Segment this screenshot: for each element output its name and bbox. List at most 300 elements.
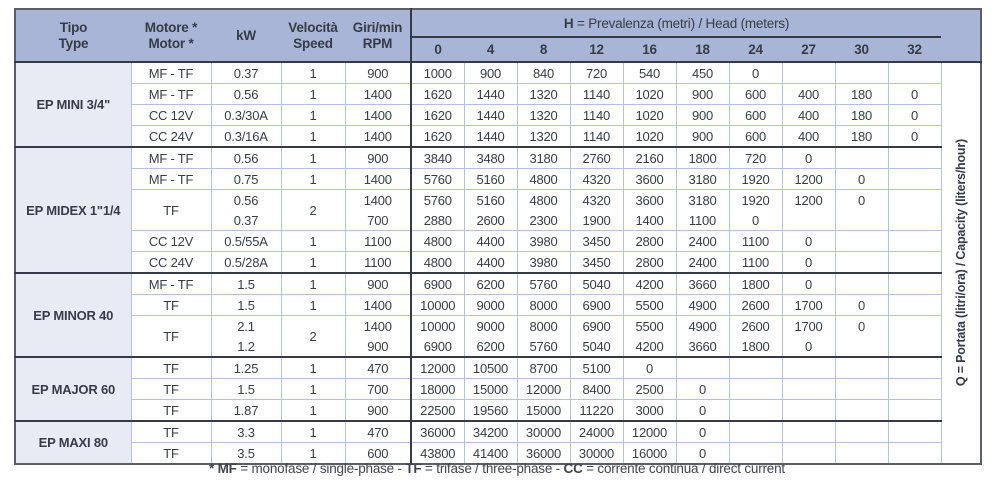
cell-rpm: 1100 xyxy=(345,231,411,252)
cell-capacity-h8: 5760 xyxy=(517,273,570,295)
cell-capacity-h4: 2600 xyxy=(464,210,517,231)
cell-capacity-h32: 0 xyxy=(888,105,941,126)
cell-capacity-h32 xyxy=(888,231,941,252)
capacity-axis-label: Q = Portata (litri/ora) / Capacity (liters/hour) xyxy=(953,139,968,387)
cell-capacity-h30: 0 xyxy=(835,190,888,211)
cell-capacity-h24: 1920 xyxy=(729,190,782,211)
cell-capacity-h32 xyxy=(888,169,941,190)
cell-capacity-h24: 1800 xyxy=(729,336,782,357)
cell-capacity-h4: 19560 xyxy=(464,400,517,422)
cell-capacity-h18: 2400 xyxy=(676,231,729,252)
pump-capacity-table xyxy=(14,8,982,465)
cell-rpm: 1400 xyxy=(345,105,411,126)
cell-capacity-h18: 4900 xyxy=(676,316,729,337)
cell-capacity-h16: 540 xyxy=(623,62,676,84)
cell-capacity-h24: 600 xyxy=(729,126,782,148)
cell-capacity-h12: 4320 xyxy=(570,169,623,190)
cell-capacity-h18: 1100 xyxy=(676,210,729,231)
cell-motor: TF xyxy=(131,421,211,443)
cell-capacity-h16: 4200 xyxy=(623,336,676,357)
cell-kw: 0.75 xyxy=(211,169,281,190)
cell-capacity-h30: 0 xyxy=(835,169,888,190)
cell-capacity-h12: 3450 xyxy=(570,252,623,274)
group-name-ep-midex-1-1-4: EP MIDEX 1"1/4 xyxy=(15,147,131,273)
table-row xyxy=(15,147,981,169)
head-col-32: 32 xyxy=(888,37,941,62)
cell-capacity-h27: 1200 xyxy=(782,190,835,211)
col-header-rpm-en: RPM xyxy=(362,35,393,51)
cell-capacity-h30 xyxy=(835,273,888,295)
cell-capacity-h32 xyxy=(888,379,941,400)
col-header-tipo-it: Tipo xyxy=(59,19,88,35)
col-header-kw xyxy=(211,9,281,62)
cell-motor: MF - TF xyxy=(131,147,211,169)
cell-capacity-h24 xyxy=(729,357,782,379)
cell-speed: 1 xyxy=(281,357,345,379)
cell-capacity-h30 xyxy=(835,231,888,252)
cell-speed: 2 xyxy=(281,316,345,358)
table-row xyxy=(15,379,981,400)
cell-capacity-h16: 1020 xyxy=(623,126,676,148)
cell-capacity-h0: 5760 xyxy=(411,190,464,211)
footnote-abbrev: CC xyxy=(563,461,583,476)
cell-capacity-h8: 8000 xyxy=(517,295,570,316)
cell-capacity-h27 xyxy=(782,210,835,231)
cell-motor: CC 24V xyxy=(131,252,211,274)
cell-capacity-h30: 180 xyxy=(835,105,888,126)
col-header-velocita xyxy=(281,9,345,62)
col-header-velocita-en: Speed xyxy=(293,35,333,51)
cell-capacity-h0: 10000 xyxy=(411,295,464,316)
cell-speed: 1 xyxy=(281,379,345,400)
table-row xyxy=(15,273,981,295)
cell-rpm: 1400 xyxy=(345,84,411,105)
pump-capacity-table-wrap xyxy=(14,8,982,465)
cell-capacity-h32 xyxy=(888,400,941,422)
cell-capacity-h8: 3980 xyxy=(517,252,570,274)
cell-capacity-h16: 3000 xyxy=(623,400,676,422)
table-row xyxy=(15,190,981,211)
cell-capacity-h32 xyxy=(888,357,941,379)
cell-capacity-h8: 3980 xyxy=(517,231,570,252)
cell-capacity-h18: 3180 xyxy=(676,190,729,211)
cell-capacity-h16: 16000 xyxy=(623,443,676,465)
cell-capacity-h12: 5100 xyxy=(570,357,623,379)
cell-capacity-h30: 180 xyxy=(835,126,888,148)
cell-capacity-h24: 1920 xyxy=(729,169,782,190)
cell-capacity-h4: 4400 xyxy=(464,252,517,274)
cell-capacity-h16: 1020 xyxy=(623,84,676,105)
cell-capacity-h32 xyxy=(888,210,941,231)
cell-capacity-h12: 1140 xyxy=(570,84,623,105)
cell-motor: TF xyxy=(131,316,211,358)
cell-capacity-h4: 3480 xyxy=(464,147,517,169)
cell-capacity-h12: 24000 xyxy=(570,421,623,443)
table-row xyxy=(15,316,981,337)
cell-capacity-h4: 6200 xyxy=(464,336,517,357)
cell-capacity-h4: 15000 xyxy=(464,379,517,400)
cell-motor: CC 12V xyxy=(131,105,211,126)
cell-capacity-h16: 3600 xyxy=(623,169,676,190)
cell-capacity-h16: 12000 xyxy=(623,421,676,443)
cell-capacity-h30 xyxy=(835,336,888,357)
cell-capacity-h30 xyxy=(835,62,888,84)
table-row xyxy=(15,84,981,105)
col-header-head-meters xyxy=(411,9,941,37)
head-col-27: 27 xyxy=(782,37,835,62)
cell-capacity-h18: 900 xyxy=(676,105,729,126)
cell-kw: 1.25 xyxy=(211,357,281,379)
cell-capacity-h4: 5160 xyxy=(464,169,517,190)
cell-speed: 1 xyxy=(281,252,345,274)
cell-capacity-h8: 1320 xyxy=(517,105,570,126)
cell-motor: TF xyxy=(131,379,211,400)
cell-capacity-h12: 3450 xyxy=(570,231,623,252)
cell-capacity-h32 xyxy=(888,273,941,295)
cell-capacity-h16: 1400 xyxy=(623,210,676,231)
cell-kw: 0.5/55A xyxy=(211,231,281,252)
cell-capacity-h24: 1100 xyxy=(729,252,782,274)
cell-capacity-h8: 1320 xyxy=(517,126,570,148)
cell-capacity-h16: 2500 xyxy=(623,379,676,400)
cell-capacity-h0: 2880 xyxy=(411,210,464,231)
cell-capacity-h4: 900 xyxy=(464,62,517,84)
cell-capacity-h8: 36000 xyxy=(517,443,570,465)
cell-capacity-h8: 5760 xyxy=(517,336,570,357)
head-col-8: 8 xyxy=(517,37,570,62)
group-name-ep-major-60: EP MAJOR 60 xyxy=(15,357,131,421)
cell-capacity-h27: 0 xyxy=(782,231,835,252)
cell-motor: CC 12V xyxy=(131,231,211,252)
cell-capacity-h18: 450 xyxy=(676,62,729,84)
cell-capacity-h32 xyxy=(888,421,941,443)
cell-capacity-h0: 4800 xyxy=(411,252,464,274)
table-row xyxy=(15,231,981,252)
cell-capacity-h32 xyxy=(888,147,941,169)
head-col-12: 12 xyxy=(570,37,623,62)
group-name-ep-minor-40: EP MINOR 40 xyxy=(15,273,131,357)
cell-speed: 1 xyxy=(281,443,345,465)
cell-capacity-h27 xyxy=(782,62,835,84)
cell-motor: MF - TF xyxy=(131,169,211,190)
col-header-kw-label: kW xyxy=(236,27,256,43)
cell-capacity-h24: 0 xyxy=(729,210,782,231)
cell-capacity-h24: 600 xyxy=(729,105,782,126)
cell-speed: 1 xyxy=(281,105,345,126)
cell-kw: 0.37 xyxy=(211,210,281,231)
cell-capacity-h24: 720 xyxy=(729,147,782,169)
cell-capacity-h8: 1320 xyxy=(517,84,570,105)
cell-motor: TF xyxy=(131,190,211,231)
cell-speed: 1 xyxy=(281,400,345,422)
cell-capacity-h32 xyxy=(888,316,941,337)
cell-capacity-h32 xyxy=(888,252,941,274)
cell-kw: 0.37 xyxy=(211,62,281,84)
group-name-ep-mini-3-4: EP MINI 3/4" xyxy=(15,62,131,147)
table-row xyxy=(15,295,981,316)
table-row xyxy=(15,252,981,274)
cell-capacity-h18: 2400 xyxy=(676,252,729,274)
cell-capacity-h24: 0 xyxy=(729,62,782,84)
cell-capacity-h0: 18000 xyxy=(411,379,464,400)
cell-capacity-h0: 6900 xyxy=(411,273,464,295)
cell-capacity-h8: 30000 xyxy=(517,421,570,443)
cell-kw: 3.3 xyxy=(211,421,281,443)
table-row xyxy=(15,357,981,379)
cell-capacity-h27 xyxy=(782,357,835,379)
cell-rpm: 1400 xyxy=(345,295,411,316)
head-label: = Prevalenza (metri) / Head (meters) xyxy=(573,15,790,31)
head-symbol: H xyxy=(563,15,574,31)
cell-kw: 2.1 xyxy=(211,316,281,337)
footnote-abbrev: * MF xyxy=(209,461,237,476)
table-row xyxy=(15,62,981,84)
cell-rpm: 900 xyxy=(345,400,411,422)
cell-capacity-h0: 1620 xyxy=(411,84,464,105)
cell-capacity-h0: 6900 xyxy=(411,336,464,357)
cell-capacity-h32 xyxy=(888,336,941,357)
cell-capacity-h24 xyxy=(729,421,782,443)
head-col-4: 4 xyxy=(464,37,517,62)
table-row xyxy=(15,421,981,443)
cell-speed: 1 xyxy=(281,295,345,316)
cell-capacity-h24: 2600 xyxy=(729,316,782,337)
head-col-16: 16 xyxy=(623,37,676,62)
cell-capacity-h18: 1800 xyxy=(676,147,729,169)
cell-capacity-h30: 180 xyxy=(835,84,888,105)
table-row xyxy=(15,400,981,422)
cell-capacity-h12: 6900 xyxy=(570,316,623,337)
cell-speed: 1 xyxy=(281,421,345,443)
table-row xyxy=(15,169,981,190)
cell-rpm: 470 xyxy=(345,421,411,443)
cell-capacity-h8: 8700 xyxy=(517,357,570,379)
table-header xyxy=(15,9,981,62)
cell-capacity-h30 xyxy=(835,210,888,231)
cell-capacity-h32: 0 xyxy=(888,126,941,148)
col-header-motore xyxy=(131,9,211,62)
cell-capacity-h18: 4900 xyxy=(676,295,729,316)
cell-capacity-h0: 1620 xyxy=(411,105,464,126)
cell-motor: CC 24V xyxy=(131,126,211,148)
cell-capacity-h4: 6200 xyxy=(464,273,517,295)
cell-capacity-h0: 3840 xyxy=(411,147,464,169)
cell-capacity-h12: 1900 xyxy=(570,210,623,231)
cell-capacity-h24: 2600 xyxy=(729,295,782,316)
cell-capacity-h32 xyxy=(888,190,941,211)
cell-capacity-h27: 0 xyxy=(782,273,835,295)
cell-capacity-h18: 3180 xyxy=(676,169,729,190)
cell-capacity-h27: 0 xyxy=(782,336,835,357)
cell-capacity-h8: 12000 xyxy=(517,379,570,400)
cell-capacity-h27: 400 xyxy=(782,84,835,105)
table-body xyxy=(15,62,981,464)
cell-capacity-h4: 10500 xyxy=(464,357,517,379)
cell-speed: 1 xyxy=(281,84,345,105)
cell-capacity-h27: 1700 xyxy=(782,316,835,337)
cell-capacity-h8: 4800 xyxy=(517,169,570,190)
cell-speed: 1 xyxy=(281,62,345,84)
cell-motor: TF xyxy=(131,357,211,379)
cell-capacity-h0: 22500 xyxy=(411,400,464,422)
cell-rpm: 470 xyxy=(345,357,411,379)
cell-motor: MF - TF xyxy=(131,62,211,84)
cell-capacity-h27 xyxy=(782,400,835,422)
cell-capacity-h12: 1140 xyxy=(570,105,623,126)
cell-capacity-h27: 1700 xyxy=(782,295,835,316)
cell-capacity-h4: 41400 xyxy=(464,443,517,465)
cell-capacity-h16: 2800 xyxy=(623,252,676,274)
cell-capacity-h27: 0 xyxy=(782,147,835,169)
cell-capacity-h18: 0 xyxy=(676,379,729,400)
cell-capacity-h12: 8400 xyxy=(570,379,623,400)
cell-capacity-h18: 900 xyxy=(676,84,729,105)
cell-capacity-h30 xyxy=(835,400,888,422)
cell-capacity-h16: 3600 xyxy=(623,190,676,211)
cell-capacity-h24 xyxy=(729,379,782,400)
cell-kw: 1.5 xyxy=(211,295,281,316)
cell-capacity-h0: 1000 xyxy=(411,62,464,84)
cell-capacity-h0: 12000 xyxy=(411,357,464,379)
cell-motor: TF xyxy=(131,400,211,422)
cell-capacity-h0: 4800 xyxy=(411,231,464,252)
cell-capacity-h32: 0 xyxy=(888,84,941,105)
cell-capacity-h12: 30000 xyxy=(570,443,623,465)
cell-rpm: 700 xyxy=(345,210,411,231)
cell-capacity-h12: 11220 xyxy=(570,400,623,422)
cell-capacity-h12: 2760 xyxy=(570,147,623,169)
cell-capacity-h12: 6900 xyxy=(570,295,623,316)
cell-rpm: 900 xyxy=(345,147,411,169)
head-col-18: 18 xyxy=(676,37,729,62)
cell-capacity-h32 xyxy=(888,62,941,84)
footnote: * MF = monofase / single-phase - TF = trifase / three-phase - CC = corrente continua / direct current xyxy=(209,461,785,476)
cell-capacity-h0: 1620 xyxy=(411,126,464,148)
cell-capacity-h24 xyxy=(729,400,782,422)
cell-kw: 0.56 xyxy=(211,147,281,169)
cell-capacity-h27: 0 xyxy=(782,252,835,274)
cell-kw: 3.5 xyxy=(211,443,281,465)
cell-motor: MF - TF xyxy=(131,84,211,105)
cell-capacity-h12: 720 xyxy=(570,62,623,84)
cell-capacity-h16: 4200 xyxy=(623,273,676,295)
cell-capacity-h16: 5500 xyxy=(623,295,676,316)
head-col-0: 0 xyxy=(411,37,464,62)
cell-capacity-h27: 400 xyxy=(782,126,835,148)
cell-capacity-h24: 1100 xyxy=(729,231,782,252)
col-header-motore-it: Motore * xyxy=(144,19,198,35)
cell-capacity-h4: 4400 xyxy=(464,231,517,252)
cell-motor: TF xyxy=(131,295,211,316)
table-row xyxy=(15,105,981,126)
cell-capacity-h8: 4800 xyxy=(517,190,570,211)
cell-kw: 0.56 xyxy=(211,84,281,105)
cell-rpm: 1400 xyxy=(345,126,411,148)
cell-kw: 1.5 xyxy=(211,273,281,295)
cell-capacity-h30 xyxy=(835,252,888,274)
cell-kw: 0.56 xyxy=(211,190,281,211)
cell-capacity-h4: 5160 xyxy=(464,190,517,211)
cell-speed: 1 xyxy=(281,126,345,148)
footnote-abbrev: TF xyxy=(405,461,422,476)
cell-capacity-h30 xyxy=(835,147,888,169)
cell-kw: 1.2 xyxy=(211,336,281,357)
cell-capacity-h30: 0 xyxy=(835,295,888,316)
cell-capacity-h30 xyxy=(835,357,888,379)
cell-speed: 1 xyxy=(281,147,345,169)
header-row-main xyxy=(15,9,981,37)
cell-capacity-h4: 1440 xyxy=(464,105,517,126)
head-col-30: 30 xyxy=(835,37,888,62)
cell-capacity-h27 xyxy=(782,421,835,443)
cell-rpm: 900 xyxy=(345,273,411,295)
cell-capacity-h24: 600 xyxy=(729,84,782,105)
cell-capacity-h16: 0 xyxy=(623,357,676,379)
col-header-rpm-it: Giri/min xyxy=(352,19,403,35)
group-name-ep-maxi-80: EP MAXI 80 xyxy=(15,421,131,464)
capacity-axis-cell xyxy=(941,62,981,464)
head-col-24: 24 xyxy=(729,37,782,62)
cell-kw: 1.5 xyxy=(211,379,281,400)
cell-capacity-h12: 1140 xyxy=(570,126,623,148)
cell-capacity-h30: 0 xyxy=(835,316,888,337)
cell-capacity-h0: 5760 xyxy=(411,169,464,190)
col-header-velocita-it: Velocità xyxy=(288,19,338,35)
cell-speed: 1 xyxy=(281,231,345,252)
col-header-tipo-en: Type xyxy=(58,35,89,51)
cell-speed: 1 xyxy=(281,273,345,295)
col-header-rpm xyxy=(345,9,411,62)
cell-capacity-h27: 400 xyxy=(782,105,835,126)
cell-kw: 0.5/28A xyxy=(211,252,281,274)
cell-capacity-h18: 900 xyxy=(676,126,729,148)
cell-capacity-h8: 8000 xyxy=(517,316,570,337)
cell-speed: 2 xyxy=(281,190,345,231)
cell-capacity-h8: 3180 xyxy=(517,147,570,169)
cell-capacity-h0: 36000 xyxy=(411,421,464,443)
cell-capacity-h18 xyxy=(676,357,729,379)
cell-capacity-h16: 5500 xyxy=(623,316,676,337)
cell-capacity-h4: 34200 xyxy=(464,421,517,443)
cell-kw: 0.3/30A xyxy=(211,105,281,126)
cell-capacity-h18: 0 xyxy=(676,443,729,465)
col-header-motore-en: Motor * xyxy=(148,35,194,51)
cell-capacity-h4: 1440 xyxy=(464,84,517,105)
cell-capacity-h4: 9000 xyxy=(464,295,517,316)
cell-capacity-h16: 2800 xyxy=(623,231,676,252)
col-header-tipo xyxy=(15,9,131,62)
cell-capacity-h18: 0 xyxy=(676,400,729,422)
cell-capacity-h16: 1020 xyxy=(623,105,676,126)
cell-capacity-h12: 5040 xyxy=(570,336,623,357)
cell-rpm: 1100 xyxy=(345,252,411,274)
cell-speed: 1 xyxy=(281,169,345,190)
cell-rpm: 600 xyxy=(345,443,411,465)
cell-capacity-h27 xyxy=(782,379,835,400)
cell-capacity-h12: 5040 xyxy=(570,273,623,295)
cell-kw: 0.3/16A xyxy=(211,126,281,148)
cell-capacity-h8: 15000 xyxy=(517,400,570,422)
cell-capacity-h4: 9000 xyxy=(464,316,517,337)
cell-capacity-h30 xyxy=(835,379,888,400)
cell-capacity-h30 xyxy=(835,421,888,443)
cell-capacity-h12: 4320 xyxy=(570,190,623,211)
cell-motor: TF xyxy=(131,443,211,465)
cell-motor: MF - TF xyxy=(131,273,211,295)
cell-rpm: 700 xyxy=(345,379,411,400)
cell-capacity-h8: 840 xyxy=(517,62,570,84)
cell-capacity-h0: 10000 xyxy=(411,316,464,337)
